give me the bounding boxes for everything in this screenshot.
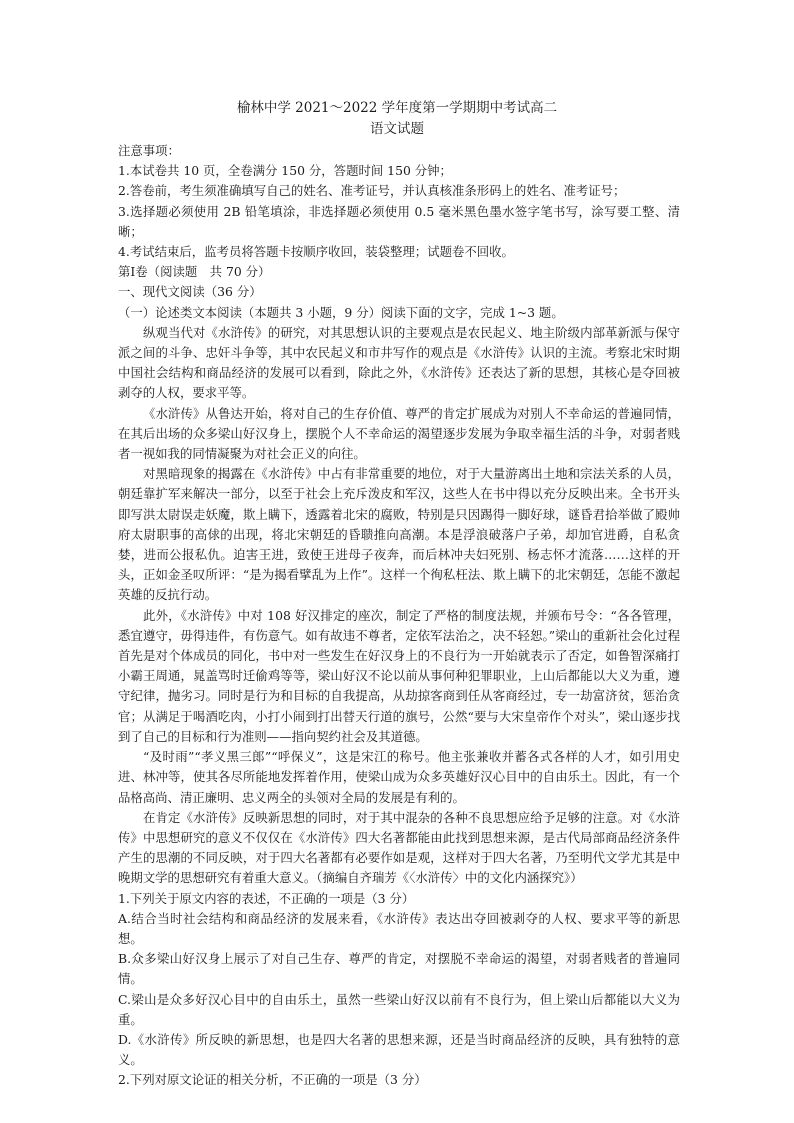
notice-heading: 注意事项： bbox=[118, 143, 180, 158]
answer-option: D.《水浒传》所反映的新思想，也是四大名著的思想来源，还是当时商品经济的反映，具有独特的意义。 bbox=[118, 1031, 680, 1068]
passage-paragraph: “及时雨”“孝义黑三郎”“呼保义”，这是宋江的称号。他主张兼收并蓄各式各样的人才，如引用史进、林冲等，使其各尽所能地发挥着作用，使梁山成为众多英雄好汉心目中的自由乐土。因此，有一个品格高尚、清正廉明、忠义两全的头领对全局的发展是有利的。 bbox=[118, 749, 680, 805]
exam-title: 榆林中学 2021～2022 学年度第一学期期中考试高二 bbox=[236, 100, 558, 116]
volume-heading: 第Ⅰ卷（阅读题 共 70 分） bbox=[118, 264, 271, 280]
passage-paragraph: 对黑暗现象的揭露在《水浒传》中占有非常重要的地位，对于大量游离出土地和宗法关系的人员，朝廷靠扩军来解决一部分，以至于社会上充斥泼皮和军汉，这些人在书中得以充分反映出来。全书开头即写洪太尉误走妖魔，欺上瞒下，透露着北宋的腐败，特别是只因踢得一脚好球，谜昏君拾举做了殿帅府太尉职事的高俅的出现，将北宋朝廷的昏聩推向高潮。本是浮浪破落户子弟，却加官进爵，自私贪婪，进而公报私仇。迫害王进，致使王进母子夜奔，而后林冲夫妇死别、杨志怀才流落……这样的开头，正如金圣叹所评：“是为揭看擘乱为上作”。这样一个徇私枉法、欺上瞒下的北宋朝廷，怎能不激起英雄的反抗行动。 bbox=[118, 466, 680, 603]
passage-paragraph: 在肯定《水浒传》反映新思想的同时，对于其中混杂的各种不良思想应给予足够的注意。对《水浒传》中思想研究的意义不仅仅在《水浒传》四大名著都能由此找到思想来源，是古代局部商品经济条件产生的思潮的不同反映，对于四大名著都有必要作如是观，这样对于四大名著，乃至明代文学尤其是中晚期文学的思想研究有着重大意义。（摘编自齐瑞芳《〈水浒传〉中的文化内涵探究》） bbox=[118, 809, 680, 886]
answer-option: C.梁山是众多好汉心目中的自由乐土，虽然一些梁山好汉以前有不良行为，但上梁山后都能以大义为重。 bbox=[118, 991, 680, 1027]
passage-paragraph: 此外，《水浒传》中对 108 好汉排定的座次，制定了严格的制度法规，并颁布号令：“各各管理，悉宜遵守，毋得违件，有伤意气。如有故违不尊者，定依军法治之，决不轻恕。”梁山的重新社会化过程首先是对个体成员的同化，书中对一些发生在好汉身上的不良行为一开始就表示了否定，如鲁智深痛打小霸王周通，晁盖骂时迁偷鸡等等，梁山好汉不论以前从事何种犯罪职业，上山后都能以大义为重，遵守纪律，抛劣习。同时是行为和目标的自我提高，从劫掠客商到任从客商经过，专一劫富济贫，惩治贪官；从满足于喝酒吃肉，小打小闹到打出替天行道的旗号，公然“要与大宋皇帝作个对头”，梁山逐步找到了自己的目标和行为准则——指向契约社会及其道德。 bbox=[118, 607, 680, 744]
passage-paragraph: 《水浒传》从鲁达开始，将对自己的生存价值、尊严的肯定扩展成为对别人不幸命运的普遍同情，在其后出场的众多梁山好汉身上，摆脱个人不幸命运的渴望逐步发展为争取幸福生活的斗争，对弱者贱者一视如我的同情凝聚为对社会正义的向往。 bbox=[118, 405, 680, 462]
exam-subtitle: 语文试题 bbox=[370, 121, 424, 137]
subsection-heading: （一）论述类文本阅读（本题共 3 小题，9 分）阅读下面的文字，完成 1~3 题。 bbox=[118, 304, 564, 320]
content-body bbox=[118, 141, 680, 1091]
answer-option: B.众多梁山好汉身上展示了对自己生存、尊严的肯定，对摆脱不幸命运的渴望，对弱者贱者的普遍同情。 bbox=[118, 951, 680, 987]
section-heading: 一、现代文阅读（36 分） bbox=[118, 284, 262, 300]
answer-option: A.结合当时社会结构和商品经济的发展来看，《水浒传》表达出夺回被剥夺的人权、要求平等的新思想。 bbox=[118, 910, 680, 946]
notice-item: 2.答卷前，考生须准确填写自己的姓名、准考证号，并认真核准条形码上的姓名、准考证号； bbox=[118, 183, 626, 199]
notice-item: 3.选择题必须使用 2B 铅笔填涂，非选择题必须使用 0.5 毫米黑色墨水签字笔书写，涂写要工整、清晰； bbox=[118, 203, 680, 239]
passage-paragraph: 纵观当代对《水浒传》的研究，对其思想认识的主要观点是农民起义、地主阶级内部革新派与保守派之间的斗争、忠奸斗争等，其中农民起义和市井写作的观点是《水浒传》认识的主流。考察北宋时期中国社会结构和商品经济的发展可以看到，除此之外，《水浒传》还表达了新的思想，其核心是夺回被剥夺的人权，要求平等。 bbox=[118, 324, 680, 401]
question-stem: 1.下列关于原文内容的表述，不正确的一项是（3 分） bbox=[118, 890, 415, 906]
notice-item: 1.本试卷共 10 页，全卷满分 150 分，答题时间 150 分钟； bbox=[118, 163, 452, 179]
question-stem: 2.下列对原文论证的相关分析，不正确的一项是（3 分） bbox=[118, 1072, 427, 1088]
notice-item: 4.考试结束后，监考员将答题卡按顺序收回，装袋整理；试题卷不回收。 bbox=[118, 244, 514, 260]
